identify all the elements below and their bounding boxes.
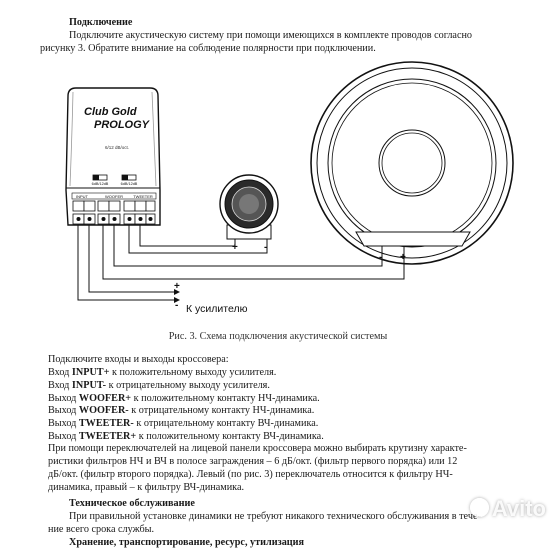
brand-prology: PROLOGY — [94, 119, 150, 131]
maintenance-line2: ние всего срока службы. — [48, 524, 155, 535]
connection-paragraph-line2: рисунку 3. Обратите внимание на соблюдение полярности при подключении. — [40, 43, 376, 54]
connection-prefix: Выход — [48, 418, 79, 430]
connection-terminal: WOOFER- — [78, 405, 129, 417]
switch-paragraph-line4: динамика, правый – к фильтру ВЧ-динамика. — [48, 482, 245, 493]
connection-description: к отрицательному выходу усилителя. — [106, 379, 270, 391]
crossover-unit — [66, 88, 160, 225]
connection-line — [48, 392, 320, 406]
connection-description: к положительному выходу усилителя. — [109, 367, 277, 378]
avito-watermark — [470, 496, 546, 522]
switch-paragraph-line1: При помощи переключателей на лицевой панели кроссовера можно выбирать крутизну характе- — [48, 443, 467, 454]
switch-paragraph-line2: ристики фильтров НЧ и ВЧ в полосе заграждения – 6 дБ/окт. (фильтр первого порядка) или 12 — [48, 456, 458, 467]
connection-line — [48, 417, 318, 431]
avito-watermark-text: Avito — [491, 496, 546, 521]
connection-terminal: INPUT- — [71, 379, 107, 391]
connection-prefix: Вход — [48, 367, 72, 378]
tweeter-minus-mark: - — [264, 242, 268, 253]
connection-line — [48, 404, 314, 418]
connection-terminal: WOOFER+ — [78, 392, 132, 404]
connection-line — [48, 366, 276, 380]
connection-paragraph-line1: Подключите акустическую систему при помощи имеющихся в комплекте проводов согласно — [69, 30, 473, 41]
connection-terminal: TWEETER+ — [78, 431, 137, 442]
connection-description: к положительному контакту ВЧ-динамика. — [136, 431, 324, 442]
terminal-input-label: INPUT — [76, 194, 88, 199]
tweeter-speaker — [220, 175, 278, 239]
terminal-tweeter-label: TWEETER — [133, 194, 153, 199]
woofer-speaker — [311, 62, 513, 264]
terminal-woofer-label: WOOFER — [105, 194, 123, 199]
figure-caption: Рис. 3. Схема подключения акустической системы — [168, 331, 388, 342]
connection-description: к положительному контакту НЧ-динамика. — [131, 392, 320, 404]
switch-left-label: 6dB/12dB — [91, 182, 109, 186]
connection-prefix: Вход — [48, 379, 72, 391]
switch-right-label: 6dB/12dB — [120, 182, 138, 186]
maintenance-line1: При правильной установке динамики не требуют никакого технического обслуживания в тече- — [69, 511, 481, 522]
connection-terminal: TWEETER- — [78, 418, 134, 430]
connection-prefix: Выход — [48, 431, 79, 442]
connection-prefix: Выход — [48, 392, 79, 404]
amp-minus-mark: - — [175, 300, 179, 311]
crossover-spec: 6/12 dB/oct. — [104, 145, 130, 150]
connection-terminal: INPUT+ — [71, 367, 110, 378]
brand-club-gold: Club Gold — [84, 106, 137, 118]
connection-line — [48, 379, 270, 393]
tweeter-plus-mark: + — [232, 242, 238, 253]
heading-storage: Хранение, транспортирование, ресурс, утилизация — [69, 537, 305, 548]
heading-connection: Подключение — [69, 17, 133, 28]
avito-logo-icon — [470, 498, 489, 517]
amp-plus-mark: + — [174, 281, 180, 292]
connections-intro: Подключите входы и выходы кроссовера: — [48, 354, 229, 365]
amplifier-label: К усилителю — [186, 303, 248, 315]
woofer-minus-mark: - — [379, 252, 383, 263]
switch-paragraph-line3: дБ/окт. (фильтр второго порядка). Левый (по рис. 3) переключатель относится к фильтру НЧ- — [48, 469, 453, 480]
heading-maintenance: Техническое обслуживание — [69, 498, 195, 509]
connection-prefix: Выход — [48, 405, 79, 417]
connection-description: к отрицательному контакту ВЧ-динамика. — [133, 418, 319, 430]
woofer-plus-mark: + — [400, 252, 406, 263]
connection-description: к отрицательному контакту НЧ-динамика. — [128, 405, 315, 417]
